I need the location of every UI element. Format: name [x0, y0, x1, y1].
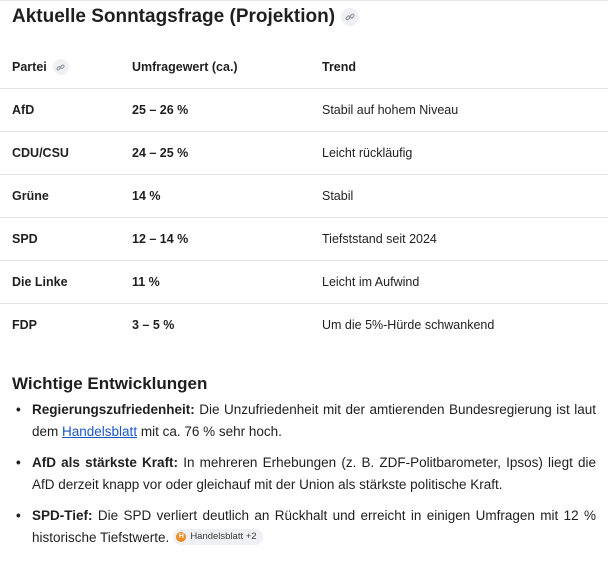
bullet-heading: SPD-Tief: [32, 508, 93, 523]
bullet-text: Die SPD verliert deutlich an Rückhalt und erreicht in einigen Umfragen mit 12 % historische Tiefstwerte. [32, 508, 596, 545]
party-cell: SPD [12, 232, 38, 246]
handelsblatt-link[interactable]: Handelsblatt [62, 424, 138, 439]
party-cell: FDP [12, 318, 37, 332]
bullet-icon: • [16, 455, 21, 470]
trend-cell: Leicht rückläufig [322, 146, 413, 160]
bullet-text: In mehreren Erhebungen (z. B. ZDF-Politbarometer, Ipsos) liegt die AfD derzeit knapp vor oder gleichauf mit der Union als stärkste politische Kraft. [32, 455, 597, 492]
list-item [12, 452, 596, 496]
value-cell: 25 – 26 % [132, 103, 189, 117]
trend-cell: Tiefststand seit 2024 [322, 232, 437, 246]
trend-cell: Stabil [322, 189, 354, 203]
page-title: Aktuelle Sonntagsfrage (Projektion) [12, 6, 336, 27]
copy-link-button[interactable] [341, 8, 359, 26]
table-row [0, 175, 608, 218]
link-icon [345, 12, 355, 22]
bullet-icon: • [16, 508, 21, 523]
developments-list [12, 399, 596, 558]
trend-cell: Leicht im Aufwind [322, 275, 420, 289]
value-cell: 14 % [132, 189, 161, 203]
party-cell: AfD [12, 103, 35, 117]
value-cell: 3 – 5 % [132, 318, 175, 332]
bullet-icon: • [16, 402, 21, 417]
column-header-value: Umfragewert (ca.) [132, 60, 238, 74]
value-cell: 11 % [132, 275, 160, 289]
link-icon [56, 63, 65, 72]
list-item [12, 505, 596, 549]
table-header-row [0, 46, 608, 89]
table-row [0, 218, 608, 261]
handelsblatt-logo-icon: H [176, 532, 186, 542]
page-title-row [12, 6, 359, 28]
bullet-text: mit ca. 76 % sehr hoch. [137, 424, 282, 439]
party-link-button[interactable] [53, 59, 69, 75]
party-cell: Die Linke [12, 275, 68, 289]
trend-cell: Stabil auf hohem Niveau [322, 103, 459, 117]
table-row [0, 132, 608, 175]
trend-cell: Um die 5%-Hürde schwankend [322, 318, 495, 332]
bullet-heading: AfD als stärkste Kraft: [32, 455, 179, 470]
bullet-text: Die Unzufriedenheit mit der amtierenden Bundesregierung ist laut dem [32, 402, 596, 439]
value-cell: 12 – 14 % [132, 232, 189, 246]
table-row [0, 261, 608, 304]
bullet-heading: Regierungszufriedenheit: [32, 402, 195, 417]
table-row [0, 304, 608, 347]
party-cell: Grüne [12, 189, 49, 203]
column-header-party [0, 46, 132, 89]
table-row [0, 89, 608, 132]
list-item [12, 399, 596, 443]
poll-table [0, 46, 608, 346]
source-chip-label: Handelsblatt +2 [190, 531, 257, 543]
column-header-party-label: Partei [12, 60, 47, 74]
section-title: Wichtige Entwicklungen [12, 374, 208, 393]
top-divider [0, 0, 608, 1]
party-cell: CDU/CSU [12, 146, 69, 160]
source-chip[interactable] [173, 529, 262, 545]
value-cell: 24 – 25 % [132, 146, 189, 160]
column-header-trend: Trend [322, 60, 357, 74]
